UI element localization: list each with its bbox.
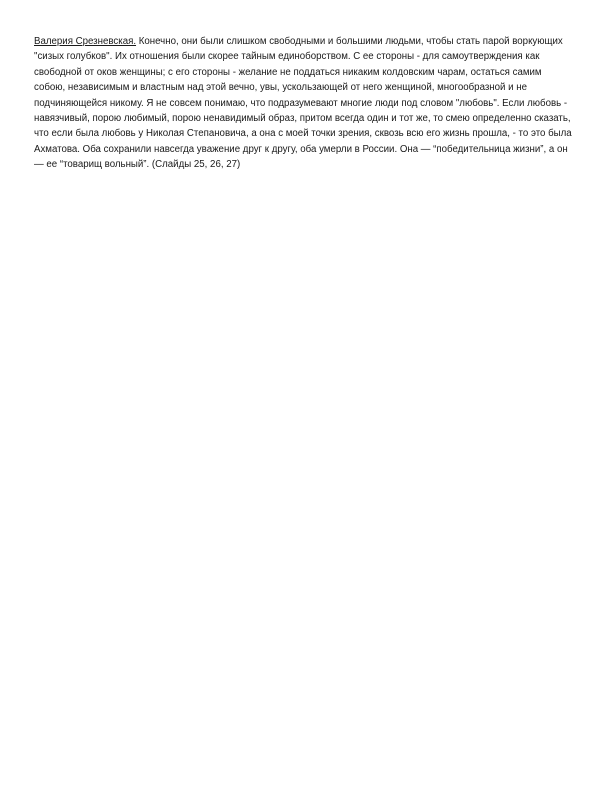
quote-paragraph (34, 34, 572, 173)
author-name: Валерия Срезневская. (34, 36, 137, 47)
quote-text: Конечно, они были слишком свободными и большими людьми, чтобы стать парой воркующих "сизых голубков". Их отношения были скорее тайным единоборством. С ее стороны - для самоутверждения как свободной от оков женщины; с его стороны - желание не поддаться никаким колдовским чарам, остаться самим собою, независимым и властным над этой вечно, увы, ускользающей от него женщиной, многообразной и не подчиняющейся никому. Я не совсем понимаю, что подразумевают многие люди под словом "любовь". Если любовь - навязчивый, порою любимый, порою ненавидимый образ, притом всегда один и тот же, то смею определенно сказать, что если была любовь у Николая Степановича, а она с моей точки зрения, сквозь всю его жизнь прошла, - то это была Ахматова. Оба сохранили навсегда уважение друг к другу, оба умерли в России. Она — “победительница жизни”, а он — ее “товарищ вольный”. (Слайды 25, 26, 27) (34, 36, 572, 171)
